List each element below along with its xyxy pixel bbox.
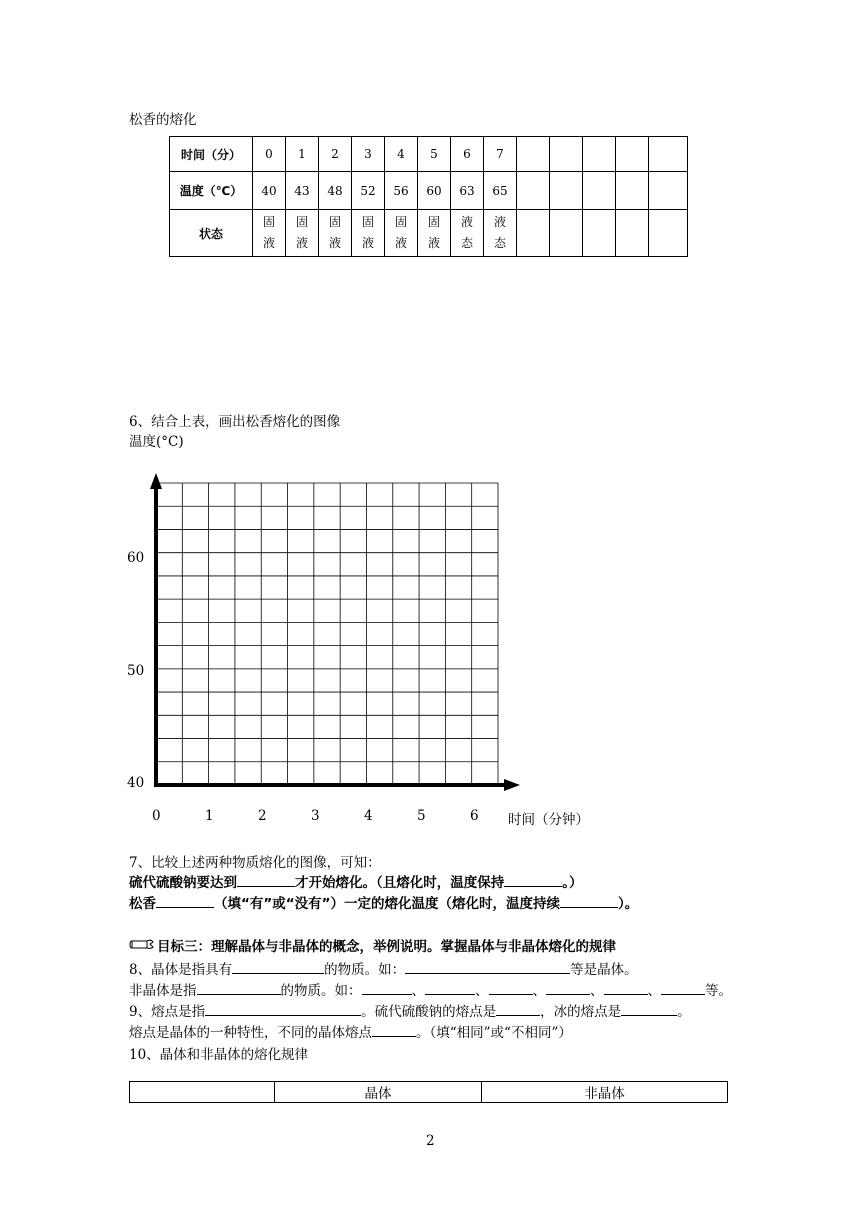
question-7-line-1 [129, 871, 583, 891]
table-cell [286, 210, 319, 257]
table-cell: 7 [484, 137, 517, 172]
column-header-amorphous: 非晶体 [482, 1082, 728, 1103]
answer-blank[interactable] [661, 980, 705, 995]
x-axis-label: 时间（分钟） [508, 812, 589, 828]
state-label: 状态 [170, 210, 253, 257]
text: 。（填“相同”或“不相同”） [416, 1025, 572, 1041]
state-top: 液 [493, 215, 506, 229]
table-cell [253, 210, 286, 257]
page-number: 2 [426, 1133, 435, 1149]
state-bottom: 液 [361, 236, 374, 250]
table-cell [583, 172, 616, 210]
answer-blank[interactable] [405, 959, 570, 974]
state-bottom: 液 [262, 236, 275, 250]
text: 、 [647, 983, 661, 999]
table-cell: 4 [385, 137, 418, 172]
text: 等。 [705, 983, 732, 999]
section-title: 松香的熔化 [129, 112, 197, 128]
table-cell [319, 210, 352, 257]
x-tick-label: 6 [470, 808, 479, 824]
answer-blank[interactable] [604, 980, 648, 995]
state-top: 固 [394, 215, 407, 229]
text: 、 [590, 983, 604, 999]
table-cell [550, 210, 583, 257]
graph-grid [156, 483, 498, 785]
state-bottom: 液 [427, 236, 440, 250]
text: 、 [532, 983, 546, 999]
scroll-banner-icon [129, 937, 155, 951]
text: 的物质。如： [324, 962, 406, 978]
table-cell: 6 [451, 137, 484, 172]
text: 、 [475, 983, 489, 999]
table-cell [418, 210, 451, 257]
table-cell: 5 [418, 137, 451, 172]
state-top: 固 [361, 215, 374, 229]
text: 。 [677, 1004, 691, 1020]
comparison-table [129, 1081, 728, 1103]
table-cell [616, 210, 649, 257]
answer-blank[interactable] [232, 959, 324, 974]
table-header-row [130, 1082, 728, 1103]
question-9-line-1 [129, 1000, 691, 1020]
y-tick-label: 50 [127, 663, 145, 679]
table-cell: 40 [253, 172, 286, 210]
table-cell [517, 172, 550, 210]
state-top: 固 [262, 215, 275, 229]
answer-blank[interactable] [362, 980, 412, 995]
answer-blank[interactable] [504, 872, 562, 887]
table-cell [583, 210, 616, 257]
table-cell [616, 172, 649, 210]
answer-blank[interactable] [496, 1001, 540, 1016]
table-cell: 2 [319, 137, 352, 172]
table-cell [583, 137, 616, 172]
question-6: 6、结合上表，画出松香熔化的图像 [129, 414, 341, 430]
column-header-empty [130, 1082, 275, 1103]
text: 8、晶体是指具有 [129, 962, 233, 978]
rosin-melting-table [169, 136, 688, 257]
table-cell: 1 [286, 137, 319, 172]
text: （填“有”或“没有”）一定的熔化温度（熔化时，温度持续 [214, 896, 560, 912]
table-cell: 63 [451, 172, 484, 210]
table-cell [649, 172, 688, 210]
state-bottom: 液 [328, 236, 341, 250]
answer-blank[interactable] [197, 980, 281, 995]
text: 。硫代硫酸钠的熔点是 [361, 1004, 497, 1020]
column-header-crystal: 晶体 [275, 1082, 482, 1103]
text: 。） [562, 875, 583, 891]
table-cell [385, 210, 418, 257]
question-8-line-2 [129, 979, 732, 999]
x-tick-label: 4 [364, 808, 373, 824]
answer-blank[interactable] [156, 893, 214, 908]
table-cell [550, 172, 583, 210]
state-top: 固 [328, 215, 341, 229]
answer-blank[interactable] [237, 872, 295, 887]
x-tick-label: 5 [417, 808, 426, 824]
x-axis-arrow [504, 779, 520, 791]
answer-blank[interactable] [546, 980, 590, 995]
graph-y-axis-label: 温度(°C) [129, 434, 184, 450]
answer-blank[interactable] [372, 1022, 416, 1037]
answer-blank[interactable] [621, 1001, 677, 1016]
answer-blank[interactable] [489, 980, 533, 995]
table-cell [649, 210, 688, 257]
state-bottom: 液 [394, 236, 407, 250]
y-tick-label: 60 [127, 550, 145, 566]
table-cell [451, 210, 484, 257]
table-cell: 0 [253, 137, 286, 172]
blank-graph [120, 465, 530, 805]
question-10: 10、晶体和非晶体的熔化规律 [129, 1047, 309, 1063]
state-row [170, 210, 688, 257]
table-cell: 56 [385, 172, 418, 210]
y-tick-label: 40 [127, 775, 145, 791]
text: ）。 [618, 896, 639, 912]
table-cell: 3 [352, 137, 385, 172]
time-row [170, 137, 688, 172]
goal-3-heading: 目标三：理解晶体与非晶体的概念，举例说明。掌握晶体与非晶体熔化的规律 [157, 939, 616, 955]
question-7-title: 7、比较上述两种物质熔化的图像，可知： [129, 855, 381, 871]
text: 硫代硫酸钠要达到 [129, 875, 237, 891]
answer-blank[interactable] [205, 1001, 361, 1016]
state-bottom: 态 [460, 236, 473, 250]
question-8-line-1 [129, 958, 638, 978]
question-7-line-2 [129, 892, 638, 912]
table-cell [484, 210, 517, 257]
y-axis-arrow [150, 473, 162, 489]
x-tick-label: 2 [258, 808, 267, 824]
table-cell [649, 137, 688, 172]
x-tick-label: 1 [205, 808, 214, 824]
table-cell [616, 137, 649, 172]
text: ，冰的熔点是 [540, 1004, 622, 1020]
text: 才开始熔化。（且熔化时，温度保持 [295, 875, 505, 891]
state-top: 固 [427, 215, 440, 229]
state-bottom: 液 [295, 236, 308, 250]
text: 非晶体是指 [129, 983, 197, 999]
table-cell [352, 210, 385, 257]
table-cell: 43 [286, 172, 319, 210]
x-tick-label: 0 [152, 808, 161, 824]
x-tick-label: 3 [311, 808, 320, 824]
text: 熔点是晶体的一种特性，不同的晶体熔点 [129, 1025, 372, 1041]
temperature-row [170, 172, 688, 210]
text: 的物质。如： [280, 983, 362, 999]
time-label: 时间（分） [170, 137, 253, 172]
answer-blank[interactable] [425, 980, 475, 995]
answer-blank[interactable] [560, 893, 618, 908]
text: 、 [411, 983, 425, 999]
table-cell: 52 [352, 172, 385, 210]
table-cell: 48 [319, 172, 352, 210]
table-cell [517, 210, 550, 257]
state-top: 固 [295, 215, 308, 229]
text: 9、熔点是指 [129, 1004, 206, 1020]
state-bottom: 态 [493, 236, 506, 250]
temperature-label: 温度（℃） [170, 172, 253, 210]
table-cell [517, 137, 550, 172]
table-cell: 65 [484, 172, 517, 210]
state-top: 液 [460, 215, 473, 229]
table-cell: 60 [418, 172, 451, 210]
table-cell [550, 137, 583, 172]
text: 等是晶体。 [570, 962, 638, 978]
question-9-line-2 [129, 1021, 572, 1041]
text: 松香 [129, 896, 156, 912]
